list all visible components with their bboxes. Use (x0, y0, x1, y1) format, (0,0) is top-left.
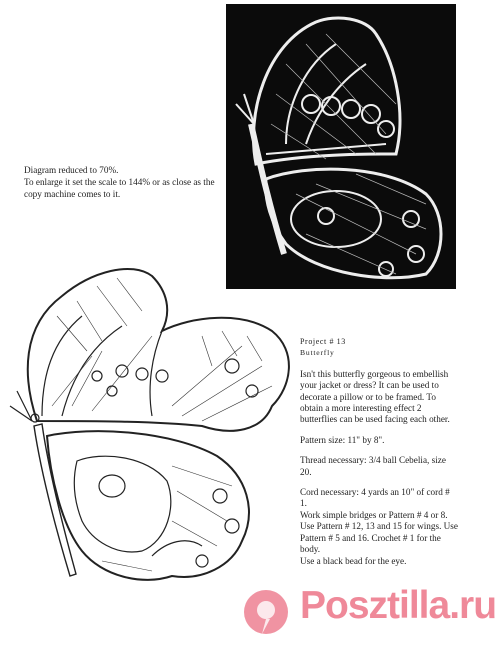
project-description (300, 336, 458, 576)
lace-butterfly-image (226, 4, 456, 289)
project-intro: Isn't this butterfly gorgeous to embellish your jacket or dress? It can be used to decorate a pillow or to be framed. To obtain a more interesting effect 2 butterflies can be used facing each other. (300, 368, 450, 425)
lace-butterfly-photo (226, 4, 456, 289)
cord-necessary: Cord necessary: 4 yards an 10" of cord # 1. (300, 487, 450, 509)
watermark-text: Posztilla.ru (300, 584, 496, 627)
note-line-2: To enlarge it set the scale to 144% or as close as the copy machine comes to it. (24, 177, 215, 199)
pattern-line-drawing (2, 256, 302, 641)
note-line-1: Diagram reduced to 70%. (24, 165, 119, 175)
eye-instruction: Use a black bead for the eye. (300, 555, 407, 566)
diagram-note (24, 164, 234, 200)
thread-necessary: Thread necessary: 3/4 ball Cebelia, size 20. (300, 455, 446, 477)
pattern-size: Pattern size: 11" by 8". (300, 434, 385, 445)
watermark-pin-icon (240, 586, 292, 643)
project-name: Butterfly (300, 348, 335, 358)
butterfly-pattern-diagram (2, 256, 302, 641)
work-instructions: Work simple bridges or Pattern # 4 or 8. Use Pattern # 12, 13 and 15 for wings. Use Pattern # 5 and 16. Crochet # 1 for the body. (300, 509, 458, 555)
project-number: Project # 13 (300, 337, 346, 346)
